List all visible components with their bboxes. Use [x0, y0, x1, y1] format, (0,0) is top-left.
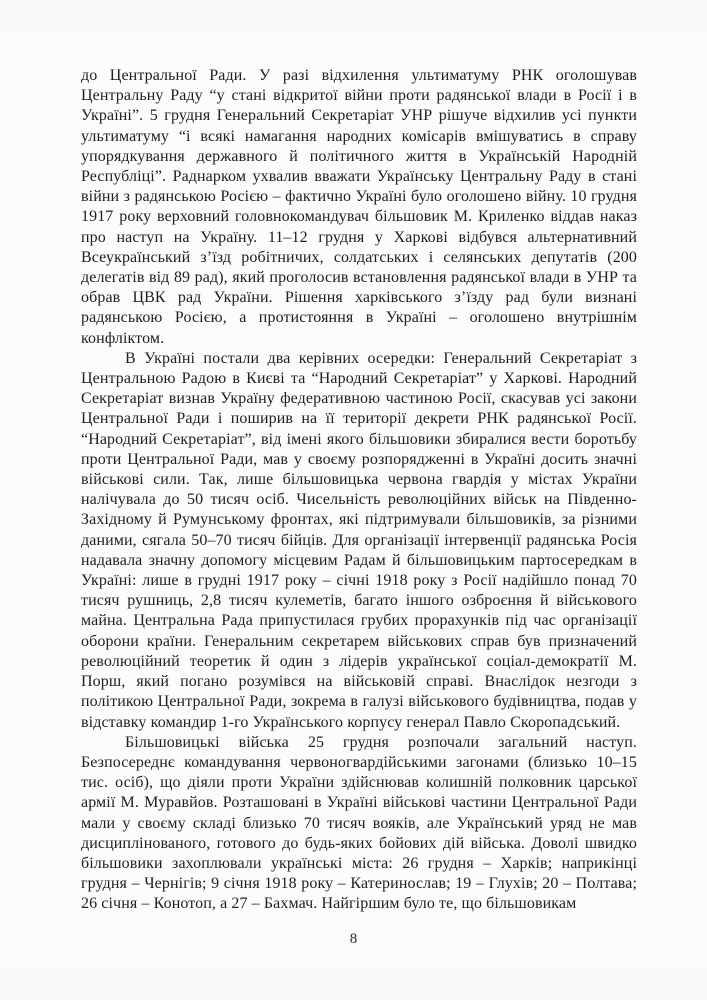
paragraph-2: В Україні постали два керівних осередки: Генеральний Секретаріат з Центральною Радою в Києві та “Народний Секретаріат” у Харкові. Народний Секретаріат визнав Україну федеративною частиною Росії, скасував усі закони Центральної Ради і поширив на її території декрети РНК радянської Росії. “Народний Секретаріат”, від імені якого більшовики збиралися вести боротьбу проти Центральної Ради, мав у своєму розпорядженні в Україні досить значні військові сили. Так, лише більшовицька червона гвардія у містах України налічувала до 50 тисяч осіб. Чисельність революційних військ на Південно-Західному й Румунському фронтах, які підтримували більшовиків, за різними даними, сягала 50–70 тисяч бійців. Для організації інтервенції радянська Росія надавала значну допомогу місцевим Радам й більшовицьким партосередкам в Україні: лише в грудні 1917 року – січні 1918 року з Росії надійшло понад 70 тисяч рушниць, 2,8 тисяч кулеметів, багато іншого озброєння й військового майна. Центральна Рада припустилася грубих прорахунків під час організації оборони країни. Генеральним секретарем військових справ був призначений революційний теоретик й один з лідерів української соціал-демократії М. Порш, який погано розумівся на військовій справі. Внаслідок незгоди з політикою Центральної Ради, зокрема в галузі військового будівництва, подав у відставку командир 1-го Українського корпусу генерал Павло Скоропадський. [81, 349, 637, 731]
paragraph-1: до Центральної Ради. У разі відхилення ультиматуму РНК оголошував Центральну Раду “у стані відкритої війни проти радянської влади в Росії і в Україні”. 5 грудня Генеральний Секретаріат УНР рішуче відхилив усі пункти ультиматуму “і всякі намагання народних комісарів вмішуватись в справу упорядкування державного й політичного життя в Українській Народній Республіці”. Раднарком ухвалив вважати Українську Центральну Раду в стані війни з радянською Росією – фактично Україні було оголошено війну. 10 грудня 1917 року верховний головнокомандувач більшовик М. Криленко віддав наказ про наступ на Україну. 11–12 грудня у Харкові відбувся альтернативний Всеукраїнський з’їзд робітничих, солдатських і селянських депутатів (200 делегатів від 89 рад), який проголосив встановлення радянської влади в УНР та обрав ЦВК рад України. Рішення харківського з’їзду рад були визнані радянською Росією, а протистояння в Україні – оголошено внутрішнім конфліктом. [81, 67, 637, 347]
body-text [81, 66, 637, 915]
paragraph-3: Більшовицькі війська 25 грудня розпочали загальний наступ. Безпосереднє командування червоногвардійськими загонами (близько 10–15 тис. осіб), що діяли проти України здійснював колишній полковник царської армії М. Муравйов. Розташовані в Україні військові частини Центральної Ради мали у своєму складі близько 70 тисяч вояків, але Український уряд не мав дисциплінованого, готового до будь-яких бойових дій війська. Доволі швидко більшовики захоплювали українські міста: 26 грудня – Харків; наприкінці грудня – Чернігів; 9 січня 1918 року – Катеринослав; 19 – Глухів; 20 – Полтава; 26 січня – Конотоп, а 27 – Бахмач. Найгіршим було те, що більшовикам [81, 733, 637, 913]
page-number: 8 [349, 931, 358, 947]
